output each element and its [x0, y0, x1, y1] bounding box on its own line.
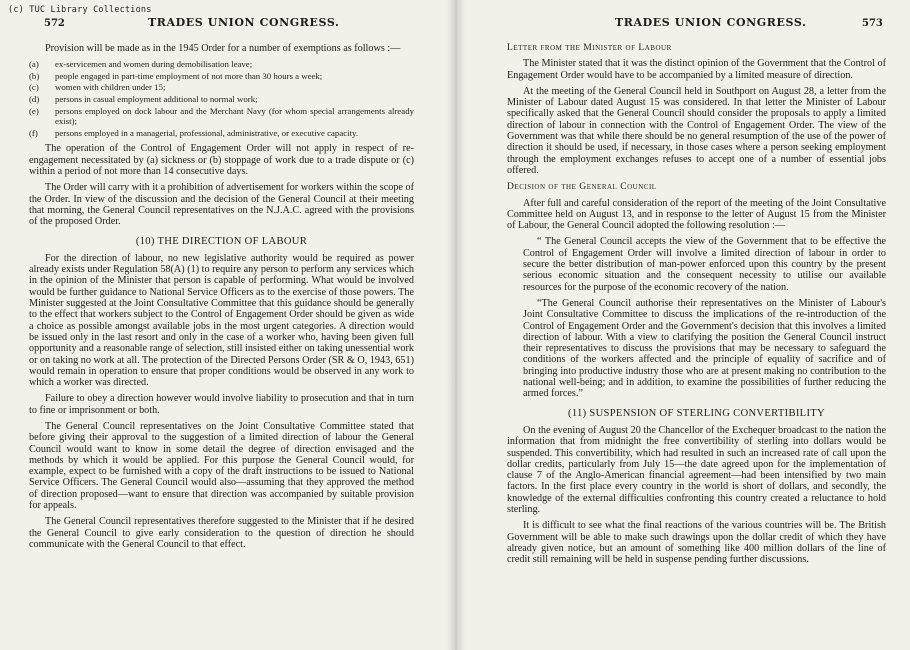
- paragraph: At the meeting of the General Council held in Southport on August 28, a letter from the Minister of Labour dated August 15 was considered. In that letter the Minister of Labour specifically asked that the General Council should consider the proposals to apply a limited direction of labour in connection with the Control of Engagement Order. The view of the Government was that while there should be no general resumption of the use of the power of direction it should be used, if necessary, in those cases where a person seeking employment through the employment exchanges refuses to accept one of a number of essential jobs offered.: [507, 85, 886, 176]
- list-item: (f) persons employed in a managerial, professional, administrative, or executive capacity.: [29, 127, 359, 138]
- section-heading: (10) THE DIRECTION OF LABOUR: [135, 235, 308, 247]
- list-item: (d) persons in casual employment additional to normal work;: [29, 94, 258, 105]
- list-item: (c) women with children under 15;: [29, 82, 166, 93]
- text-column: [507, 39, 886, 570]
- paragraph: The Order will carry with it a prohibition of advertisement for workers within the scope of the Order. In view of the discussion and the decision of the General Council at their meeting that morning, the General Council representatives on the N.J.A.C. agreed with the provisions of the proposed Order.: [29, 182, 414, 228]
- page-number: 573: [862, 18, 883, 29]
- list-item: (a) ex-servicemen and women during demobilisation leave;: [29, 59, 253, 70]
- page-number: 572: [44, 18, 65, 29]
- running-head: TRADES UNION CONGRESS.: [615, 16, 807, 29]
- paragraph: The operation of the Control of Engagement Order will not apply in respect of re-engagement necessitated by (a) sickness or (b) stoppage of work due to a trade dispute or (c) within a period of not more than 14 consecutive days.: [29, 143, 414, 178]
- paragraph: The General Council representatives therefore suggested to the Minister that if he desired the General Council to give early consideration to the question of direction he should communicate with the General Council to that effect.: [29, 516, 414, 550]
- section-heading: (11) SUSPENSION OF STERLING CONVERTIBILITY: [568, 407, 825, 419]
- book-gutter: [447, 0, 465, 650]
- paragraph: For the direction of labour, no new legislative authority would be required as power already exists under Regulation 58(A) (1) to require any person to perform any services which in the opinion of the Minister that person is capable of performing. What would be involved would be further guidance to National Service Officers as to the exercise of those powers. The Minister suggested at the Joint Consultative Committee that this guidance should be generally to the effect that workers subject to the Control of Engagement Order should be given as wide a choice as possible amongst available jobs in the most urgent categories. A direction would be issued only in the last resort and only in the case of a worker who, having been given full opportunity and a reasonable range of selection, still insisted either on taking unessential work or on taking no work at all. The protection of the Directed Persons Order (SR & O, 1943, 651) would remain in operation to ensure that proper conditions would be observed in any work to which a worker was directed.: [29, 252, 414, 389]
- paragraph: It is difficult to see what the final reactions of the various countries will be. The British Government will be able to make such drawings upon the dollar credit of which they have already given notice, but an amount of something like 400 million dollars of the line of credit still remaining will be held in suspense pending further discussions.: [507, 520, 886, 566]
- list-item: (e) persons employed on dock labour and the Merchant Navy (for whom special arrangements already exist);: [29, 105, 414, 127]
- watermark: (c) TUC Library Collections: [8, 5, 152, 15]
- paragraph: Provision will be made as in the 1945 Order for a number of exemptions as follows :—: [45, 43, 401, 54]
- subsection-heading: Decision of the General Council: [507, 181, 657, 193]
- subsection-heading: Letter from the Minister of Labour: [507, 42, 672, 53]
- list-item: (b) people engaged in part-time employment of not more than 30 hours a week;: [29, 70, 323, 81]
- paragraph: The General Council representatives on the Joint Consultative Committee stated that before giving their approval to the suggestion of a limited direction of labour the General Council would want to know in some detail the degree of direction envisaged and the methods by which it would be applied. For this purpose the General Council would, for example, expect to be furnished with a copy of the draft instructions to be issued to National Service Officers. The General Council would also—assuming that they approved the method of direction proposed—want to ensure that direction was accompanied by suitable provision for appeals.: [29, 420, 414, 512]
- paragraph: Failure to obey a direction however would involve liability to prosecution and that in turn to fine or imprisonment or both.: [29, 393, 414, 416]
- right-page: [455, 0, 910, 650]
- paragraph: On the evening of August 20 the Chancellor of the Exchequer broadcast to the nation the information that from midnight the free convertibility of sterling into dollars would be suspended. This convertibility, which had resulted in such an increased rate of call upon the dollar credits, particularly from July 15—the date agreed upon for the implementation of clause 7 of the Anglo-American financial agreement—had been intensified by two main factors. In the first place every country in the world is short of dollars, and secondly, the knowledge of the external difficulties confronting this country created a reluctance to hold sterling.: [507, 424, 886, 515]
- text-column: [29, 43, 414, 555]
- paragraph: After full and careful consideration of the report of the meeting of the Joint Consultative Committee held on August 13, and in response to the letter of August 15 from the Minister of Labour, the General Council adopted the following resolution :—: [507, 197, 886, 232]
- resolution-quote: “The General Council authorise their representatives on the Minister of Labour's Joint Consultative Committee to discuss the implications of the re-introduction of the Control of Engagement Order and the Government's decision that this involves a limited direction of labour. With a view to clarifying the position the General Council instruct their representatives to discuss the provisions that may be necessary to safeguard the conditions of the workers affected and the principle of equality of sacrifice and of bringing into productive industry those who are at present making no contribution to the national well-being; and in addition, to examine the possibilities of further reducing the armed forces.”: [523, 297, 886, 400]
- resolution-quote: “ The General Council accepts the view of the Government that to be effective the Control of Engagement Order will involve a limited direction of labour in order to secure the better distribution of man-power enforced upon this country by the present serious economic situation and the consequent necessity to utilise our available resources for the purpose of the economic recovery of the nation.: [523, 236, 886, 293]
- paragraph: The Minister stated that it was the distinct opinion of the Government that the Control of Engagement Order would have to be accompanied by a limited measure of direction.: [507, 58, 886, 81]
- running-head: TRADES UNION CONGRESS.: [148, 16, 340, 29]
- exemption-list: [29, 59, 414, 138]
